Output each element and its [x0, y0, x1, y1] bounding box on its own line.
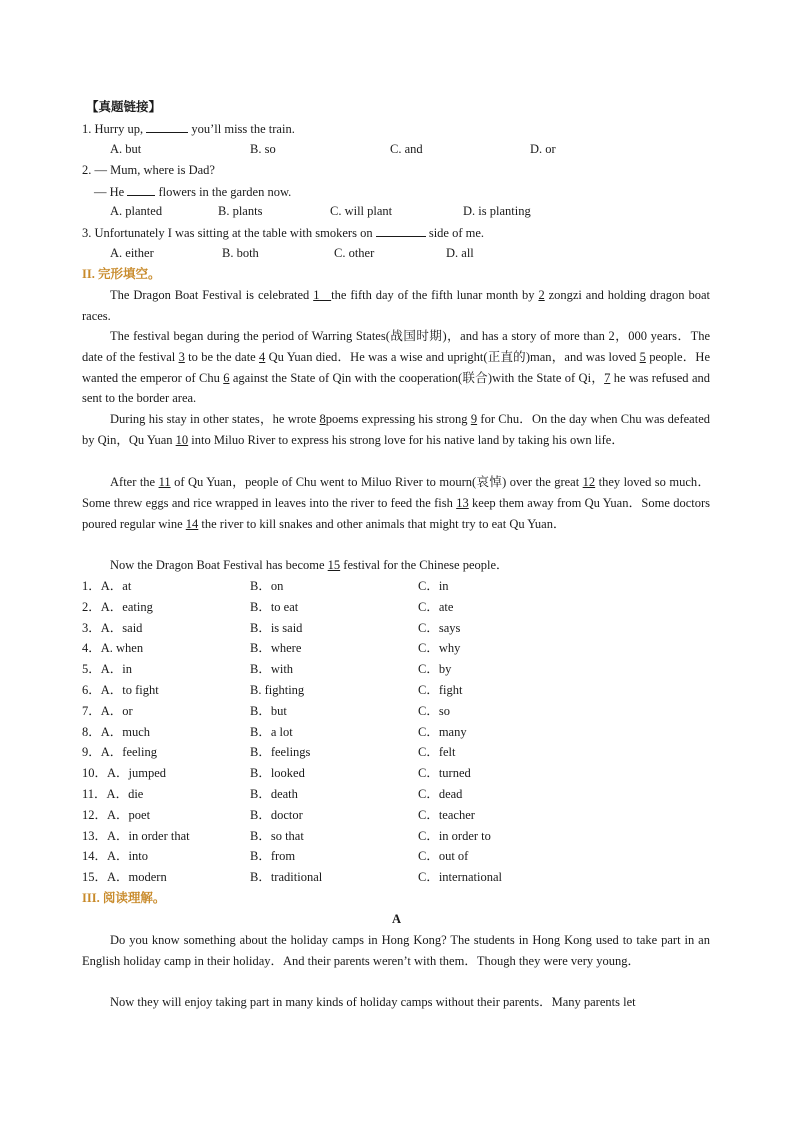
cloze-option-8-c: C．many — [418, 725, 467, 739]
cloze-option-9-c: C．felt — [418, 745, 456, 759]
cloze-option-14-b: B．from — [250, 849, 296, 863]
cloze-option-8-b: B．a lot — [250, 725, 293, 739]
cloze-option-6-a: 6．A．to fight — [82, 683, 159, 697]
cloze-option-4-c: C．why — [418, 641, 461, 655]
q3-option-a: A. either — [110, 246, 154, 260]
cloze-option-10-c: C．turned — [418, 766, 471, 780]
cloze-paragraph-4: After the 11 of Qu Yuan，people of Chu went to Miluo River to mourn(哀悼) over the great 12 they loved so much．Some threw eggs and rice wrapped in leaves into the river to feed the fish 13 keep them away from Qu Yuan．Some doctors poured regular wine 14 the river to kill snakes and other animals that might try to eat Qu Yuan． — [82, 475, 710, 531]
cloze-option-13-a: 13．A．in order that — [82, 829, 190, 843]
cloze-option-3-c: C．says — [418, 621, 461, 635]
cloze-option-5-a: 5．A．in — [82, 662, 133, 676]
cloze-paragraph-2: The festival began during the period of Warring States(战国时期)，and has a story of more than 2，000 years．The date of the festival 3 to be the date 4 Qu Yuan died．He was a wise and upright(正直的)man，and was loved 5 people．He wanted the emperor of Chu 6 against the State of Qin with the cooperation(联合)with the State of Qi，7 he was refused and sent to the border area. — [82, 329, 711, 406]
cloze-paragraph-1: The Dragon Boat Festival is celebrated 1 the fifth day of the fifth lunar month by 2 zongzi and holding dragon boat races. — [82, 288, 710, 323]
cloze-option-13-c: C．in order to — [418, 829, 491, 843]
question-1-stem: 1. Hurry up, you’ll miss the train. — [82, 122, 295, 136]
cloze-option-8-a: 8．A．much — [82, 725, 151, 739]
question-2-stem: 2. — Mum, where is Dad? — [82, 163, 215, 177]
passage-label: A — [392, 912, 402, 926]
cloze-option-13-b: B．so that — [250, 829, 304, 843]
cloze-option-15-c: C．international — [418, 870, 503, 884]
cloze-option-11-b: B．death — [250, 787, 298, 801]
cloze-option-4-b: B．where — [250, 641, 302, 655]
cloze-option-5-c: C．by — [418, 662, 452, 676]
section-header: 【真题链接】 — [86, 100, 162, 114]
cloze-option-15-a: 15．A．modern — [82, 870, 167, 884]
cloze-option-11-a: 11．A．die — [82, 787, 144, 801]
q3-option-d: D. all — [446, 246, 474, 260]
q2-option-c: C. will plant — [330, 204, 393, 218]
cloze-option-12-a: 12．A．poet — [82, 808, 151, 822]
q2-option-a: A. planted — [110, 204, 163, 218]
cloze-option-1-c: C．in — [418, 579, 449, 593]
q2-option-b: B. plants — [218, 204, 263, 218]
cloze-paragraph-5: Now the Dragon Boat Festival has become 15 festival for the Chinese people． — [110, 558, 509, 572]
cloze-paragraph-3: During his stay in other states，he wrote 8poems expressing his strong 9 for Chu．On the day when Chu was defeated by Qin，Qu Yuan 10 into Miluo River to express his strong love for his native land by taking his own life． — [82, 412, 710, 447]
cloze-option-14-c: C．out of — [418, 849, 469, 863]
q1-option-a: A. but — [110, 142, 142, 156]
q1-option-d: D. or — [530, 142, 556, 156]
cloze-option-3-b: B．is said — [250, 621, 303, 635]
cloze-option-10-b: B．looked — [250, 766, 305, 780]
cloze-option-2-b: B．to eat — [250, 600, 299, 614]
cloze-option-9-a: 9．A．feeling — [82, 745, 157, 759]
cloze-option-9-b: B．feelings — [250, 745, 311, 759]
question-3-stem: 3. Unfortunately I was sitting at the table with smokers on side of me. — [82, 226, 485, 240]
cloze-option-11-c: C．dead — [418, 787, 463, 801]
q1-option-c: C. and — [390, 142, 423, 156]
cloze-option-6-c: C．fight — [418, 683, 463, 697]
q2-option-d: D. is planting — [463, 204, 531, 218]
cloze-option-1-b: B．on — [250, 579, 284, 593]
cloze-option-12-c: C．teacher — [418, 808, 475, 822]
cloze-option-12-b: B．doctor — [250, 808, 303, 822]
section-2-title: II. 完形填空。 — [82, 267, 161, 281]
cloze-option-15-b: B．traditional — [250, 870, 323, 884]
cloze-option-10-a: 10．A．jumped — [82, 766, 167, 780]
cloze-option-3-a: 3．A．said — [82, 621, 143, 635]
cloze-option-2-c: C．ate — [418, 600, 454, 614]
cloze-option-4-a: 4．A. when — [82, 641, 144, 655]
q3-option-c: C. other — [334, 246, 375, 260]
q3-option-b: B. both — [222, 246, 259, 260]
cloze-option-1-a: 1．A．at — [82, 579, 132, 593]
cloze-option-7-a: 7．A．or — [82, 704, 133, 718]
cloze-option-14-a: 14．A．into — [82, 849, 148, 863]
section-3-title: III. 阅读理解。 — [82, 891, 166, 905]
cloze-option-2-a: 2．A．eating — [82, 600, 153, 614]
cloze-option-7-c: C．so — [418, 704, 450, 718]
q1-option-b: B. so — [250, 142, 276, 156]
cloze-option-5-b: B．with — [250, 662, 294, 676]
reading-paragraph-1: Do you know something about the holiday camps in Hong Kong? The students in Hong Kong used to take part in an English holiday camp in their holiday．And their parents weren’t with them．Though they were very young． — [82, 933, 710, 968]
question-2-stem-reply: — He flowers in the garden now. — [94, 185, 292, 199]
cloze-option-6-b: B. fighting — [250, 683, 305, 697]
reading-paragraph-2: Now they will enjoy taking part in many kinds of holiday camps without their parents．Many parents let — [110, 995, 636, 1009]
cloze-option-7-b: B．but — [250, 704, 287, 718]
